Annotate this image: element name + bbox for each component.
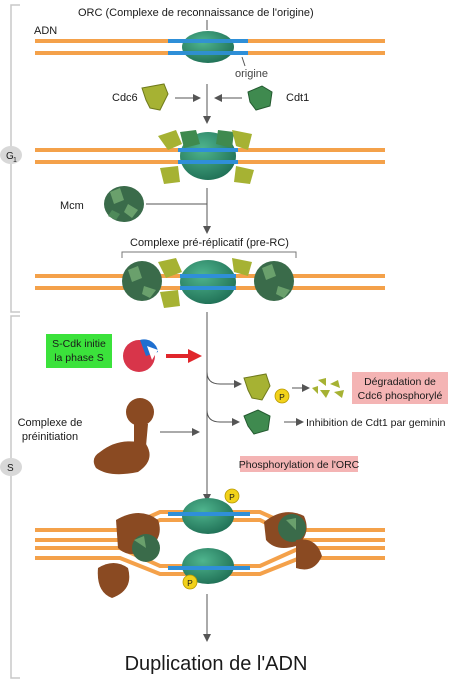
- cdt1-protein: [248, 86, 272, 110]
- s-cdk-kinase: [123, 339, 158, 372]
- cdc6-label: Cdc6: [112, 92, 138, 104]
- s-label: S: [7, 463, 14, 474]
- complexe-line1: Complexe de: [17, 417, 83, 429]
- degradation-line2: Cdc6 phosphorylé: [357, 390, 443, 402]
- pre-replicative-complex: [122, 258, 294, 308]
- g1-subscript: 1: [13, 157, 17, 164]
- scdk-line1: S-Cdk initie: [52, 338, 106, 350]
- phosphate-cdc6-label: P: [279, 392, 285, 402]
- phosphorylation-label: Phosphorylation de l'ORC: [238, 459, 360, 471]
- origine-label: origine: [235, 68, 269, 80]
- inhibition-label: Inhibition de Cdt1 par geminin: [306, 417, 446, 429]
- s-phase-bracket: [0, 316, 22, 678]
- mcm-label: Mcm: [60, 200, 84, 212]
- orc-complex-1: [182, 31, 234, 63]
- left-fork-complex: [98, 513, 160, 598]
- cdt1-label: Cdt1: [286, 92, 310, 104]
- complexe-line2: préinitiation: [21, 431, 79, 443]
- cdc6-phosphorylated: [244, 374, 270, 400]
- orc-title: ORC (Complexe de reconnaissance de l'origine): [78, 7, 314, 19]
- cdc6-degradation-fragments: [312, 378, 344, 398]
- g1-label: G: [6, 151, 14, 162]
- duplication-title: Duplication de l'ADN: [124, 653, 308, 675]
- phosphate-orc-top-label: P: [229, 492, 235, 502]
- phosphate-orc-bottom-label: P: [187, 578, 193, 588]
- preinitiation-complex: [94, 398, 154, 474]
- prerc-label: Complexe pré-réplicatif (pre-RC): [130, 237, 289, 249]
- scdk-line2: la phase S: [54, 352, 104, 364]
- cdc6-protein: [142, 84, 168, 110]
- cdt1-inhibited: [244, 410, 270, 434]
- degradation-line1: Dégradation de: [364, 376, 436, 388]
- adn-label: ADN: [34, 25, 58, 37]
- g1-phase-bracket: [0, 5, 22, 312]
- red-arrow: [188, 349, 202, 363]
- orc-cdc6-cdt1-complex: [158, 130, 254, 184]
- mcm-complex: [104, 186, 144, 222]
